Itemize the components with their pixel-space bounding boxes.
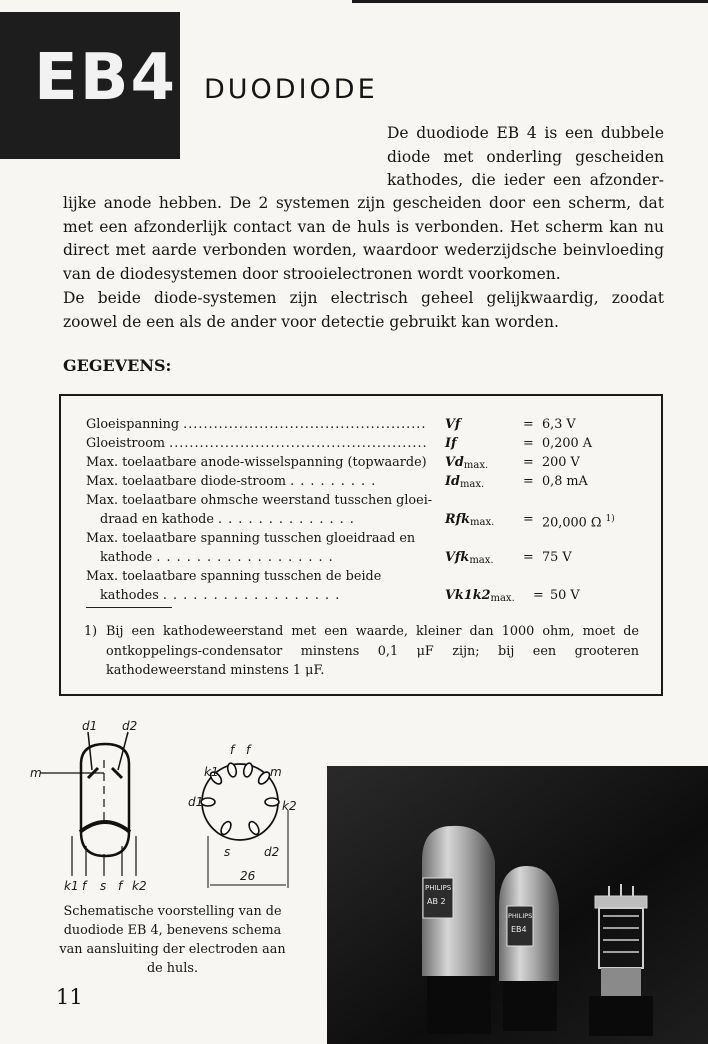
footnote bbox=[84, 622, 639, 681]
dimension-label: 26 bbox=[240, 869, 256, 883]
tube-ab2 bbox=[422, 826, 495, 1034]
spec-value: 200 V bbox=[542, 455, 580, 470]
spec-label-cont: draad en kathode bbox=[100, 512, 214, 527]
intro-line: diode met onderling gescheiden bbox=[387, 147, 664, 166]
spec-label: Gloeispanning bbox=[86, 417, 180, 432]
spec-symbol: $Vd_{max.}$ bbox=[445, 455, 489, 471]
spec-symbol: $Vk1k2_{max.}$ bbox=[445, 588, 515, 604]
base-label-d2: d2 bbox=[264, 845, 280, 859]
base-label-s: s bbox=[224, 845, 231, 859]
base-label-k1: k1 bbox=[204, 765, 219, 779]
base-pin-diagram bbox=[180, 740, 320, 890]
data-heading: GEGEVENS: bbox=[63, 356, 172, 375]
base-label-k2: k2 bbox=[282, 799, 297, 813]
label-f: f bbox=[118, 879, 123, 893]
spec-value: 0,200 A bbox=[542, 436, 592, 451]
top-rule bbox=[352, 0, 708, 3]
spec-label: Max. toelaatbare spanning tusschen de beide bbox=[86, 569, 382, 584]
spec-symbol: $Id_{max.}$ bbox=[445, 474, 485, 490]
tube1-brand: PHILIPS bbox=[425, 884, 452, 892]
spec-equals: = bbox=[533, 588, 544, 603]
spec-label: Max. toelaatbare spanning tusschen gloeidraad en bbox=[86, 531, 416, 546]
spec-value: 0,8 mA bbox=[542, 474, 588, 489]
spec-value: 20,000 Ω $^{1)}$ bbox=[542, 514, 615, 531]
footnote-text: Bij een kathodeweerstand met een waarde, kleiner dan 1000 ohm, moet de ontkoppelings-condensator minstens 0,1 μF zijn; bij een grooteren kathodeweerstand minstens 1 μF. bbox=[106, 624, 639, 678]
footnote-mark: 1) bbox=[84, 624, 98, 639]
tube2-brand: PHILIPS bbox=[508, 912, 533, 920]
page-title: DUODIODE bbox=[204, 74, 378, 105]
paragraph-detection: De beide diode-systemen zijn electrisch geheel gelijkwaardig, zoodat zoowel de een als de ander voor detectie gebruikt kan worden. bbox=[63, 289, 664, 331]
tube-eb4 bbox=[499, 866, 559, 1031]
spec-equals: = bbox=[523, 512, 534, 527]
tube1-type: AB 2 bbox=[427, 897, 446, 906]
figure-caption: Schematische voorstelling van de duodiode EB 4, benevens schema van aansluiting der electroden aan de huls. bbox=[59, 904, 286, 976]
label-d2: d2 bbox=[122, 719, 138, 733]
intro-line: kathodes, die ieder een afzonder- bbox=[387, 171, 664, 189]
spec-symbol: Vfk$_{max.}$ bbox=[445, 550, 494, 566]
spec-label-cont: kathodes bbox=[100, 588, 159, 603]
anode-d2 bbox=[112, 768, 122, 778]
data-table: Gloeispanning ................................................ Vf = 6,3 V Gloeistroom ................................................... If = 0,200 A Max. toelaatbare anode-wisselspanning (topwaarde) $Vd_{max.}$ = 200 V Max. toelaatbare diode-stroom . . . . . . . . . $Id_{max.}$ = 0,8 mA Max. toelaatbare ohmsche weerstand tusschen gloei- draad en kathode . . . . . . . . . . . . . . Rfk$_{max.}$ = 20,000 Ω $^{1)}$ Max. toelaatbare spanning tusschen gloeidraad en kathode . . . . . . . . . . . . . . . . . . Vfk$_{max.}$ = 75 V Max. toelaatbare spanning tusschen de beide kathodes . . . . . . . . . . . . . . . . . . $Vk1k2_{max.}$ = 50 V 1) Bij een kathodeweerstand met een waarde, kleiner dan 1000 ohm, moet de ontkoppelings-condensator minstens 0,1 μF zijn; bij een grooteren kathodeweerstand minstens 1 μF. bbox=[59, 394, 663, 696]
spec-value: 75 V bbox=[542, 550, 572, 565]
tube-schematic bbox=[30, 716, 160, 896]
cathode-arc bbox=[80, 822, 130, 832]
tube-type-banner bbox=[0, 12, 180, 159]
label-k2: k2 bbox=[132, 879, 147, 893]
spec-symbol: Vf bbox=[445, 417, 461, 432]
spec-equals: = bbox=[523, 474, 534, 489]
intro-paragraph-right bbox=[387, 122, 664, 193]
spec-label: Max. toelaatbare anode-wisselspanning (topwaarde) bbox=[86, 455, 427, 470]
spec-value: 50 V bbox=[550, 588, 580, 603]
page-number: 11 bbox=[56, 985, 83, 1009]
spec-value: 6,3 V bbox=[542, 417, 576, 432]
spec-symbol: Rfk$_{max.}$ bbox=[445, 512, 495, 528]
spec-label: Max. toelaatbare ohmsche weerstand tusschen gloei- bbox=[86, 493, 433, 508]
tube-type-label: EB4 bbox=[34, 41, 178, 115]
tube2-type: EB4 bbox=[511, 925, 527, 934]
spec-symbol: If bbox=[445, 436, 457, 451]
spec-label: Gloeistroom bbox=[86, 436, 166, 451]
tube-photo bbox=[327, 766, 708, 1044]
spec-label: Max. toelaatbare diode-stroom bbox=[86, 474, 287, 489]
label-m: m bbox=[30, 766, 42, 780]
spec-equals: = bbox=[523, 436, 534, 451]
intro-line: De duodiode EB 4 is een dubbele bbox=[387, 124, 664, 142]
base-label-f: f bbox=[230, 743, 235, 757]
spec-equals: = bbox=[523, 417, 534, 432]
label-s: s bbox=[100, 879, 107, 893]
label-f: f bbox=[82, 879, 87, 893]
footnote-rule bbox=[86, 607, 172, 608]
label-k1: k1 bbox=[64, 879, 79, 893]
base-label-d1: d1 bbox=[188, 795, 204, 809]
spec-equals: = bbox=[523, 455, 534, 470]
base-label-m: m bbox=[270, 765, 282, 779]
spec-label-cont: kathode bbox=[100, 550, 153, 565]
intro-paragraph-continuation: lijke anode hebben. De 2 systemen zijn gescheiden door een scherm, dat met een afzonderlijk contact van de huls is verbonden. Het scherm kan nu direct met aarde verbonden worden, waardoor wederzijdsche beinvloeding van de diodesystemen door strooielectronen wordt voorkomen. bbox=[63, 194, 664, 283]
label-d1: d1 bbox=[82, 719, 98, 733]
base-label-f: f bbox=[246, 743, 251, 757]
spec-equals: = bbox=[523, 550, 534, 565]
